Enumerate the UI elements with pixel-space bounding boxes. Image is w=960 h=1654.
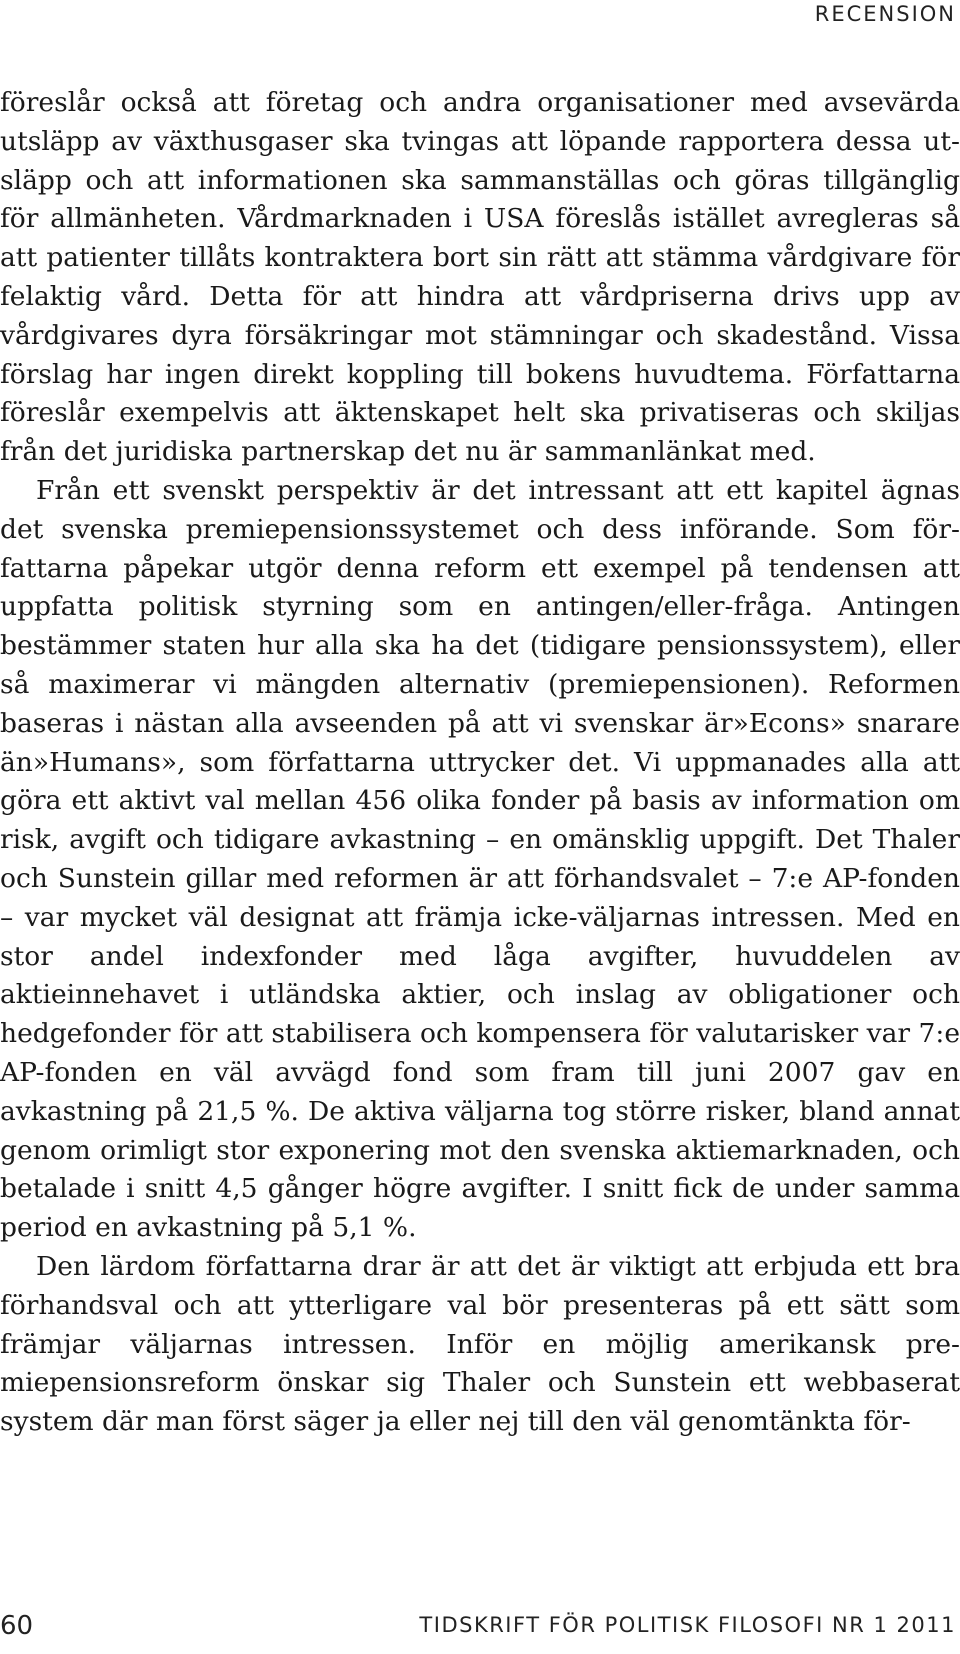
- page-number: 60: [0, 1611, 34, 1641]
- running-head-section-label: RECENSION: [814, 2, 956, 26]
- journal-name: TIDSKRIFT FÖR POLITISK FILOSOFI NR 1 2011: [419, 1613, 956, 1637]
- paragraph-1: föreslår också att företag och andra organisationer med avsevärda utsläpp av växthusgaser ska tvingas att löpande rapportera dessa utsläpp och att informationen ska sammanställas och göras tillgänglig för allmänheten. Vårdmarknaden i USA föreslås istället avregleras så att patienter tillåts kontraktera bort sin rätt att stämma vårdgivare för felaktig vård. Detta för att hindra att vårdpriserna drivs upp av vårdgivares dyra försäkringar mot stämningar och skadestånd. Vissa förslag har ingen direkt koppling till bokens huvudtema. Författarna föreslår exempelvis att äktenskapet helt ska privatiseras och skiljas från det juridiska partnerskap det nu är sammanlänkat med.: [0, 87, 960, 468]
- page-footer: [0, 1611, 956, 1643]
- paragraph-3: Den lärdom författarna drar är att det är viktigt att erbjuda ett bra förhandsval och att ytterligare val bör presenteras på ett sätt som främjar väljarnas intressen. Inför en möjlig amerikansk premiepensionsreform önskar sig Thaler och Sunstein ett webbaserat system där man först säger ja eller nej till den väl genomtänkta för-: [0, 1250, 960, 1438]
- article-body: [0, 84, 960, 1442]
- paragraph-2: Från ett svenskt perspektiv är det intressant att ett kapitel ägnas det svenska premiepensionssystemet och dess införande. Som författarna påpekar utgör denna reform ett exempel på tendensen att uppfatta politisk styrning som en antingen/eller-fråga. Antingen bestämmer staten hur alla ska ha det (tidigare pensionssystem), eller så maximerar vi mängden alternativ (premiepensionen). Reformen baseras i nästan alla avseenden på att vi svenskar är»Econs» snarare än»Humans», som författarna uttrycker det. Vi uppmanades alla att göra ett aktivt val mellan 456 olika fonder på basis av information om risk, avgift och tidigare avkastning – en omänsklig uppgift. Det Thaler och Sunstein gillar med reformen är att förhandsvalet – 7:e AP-fonden – var mycket väl designat att främja icke-väljarnas intressen. Med en stor andel indexfonder med låga avgifter, huvuddelen av aktieinnehavet i utländska aktier, och inslag av obligationer och hedgefonder för att stabilisera och kompensera för valutarisker var 7:e AP-fonden en väl avvägd fond som fram till juni 2007 gav en avkastning på 21,5 %. De aktiva väljarna tog större risker, bland annat genom orimligt stor exponering mot den svenska aktiemarknaden, och betalade i snitt 4,5 gånger högre avgifter. I snitt fick de under samma period en avkastning på 5,1 %.: [0, 474, 960, 1244]
